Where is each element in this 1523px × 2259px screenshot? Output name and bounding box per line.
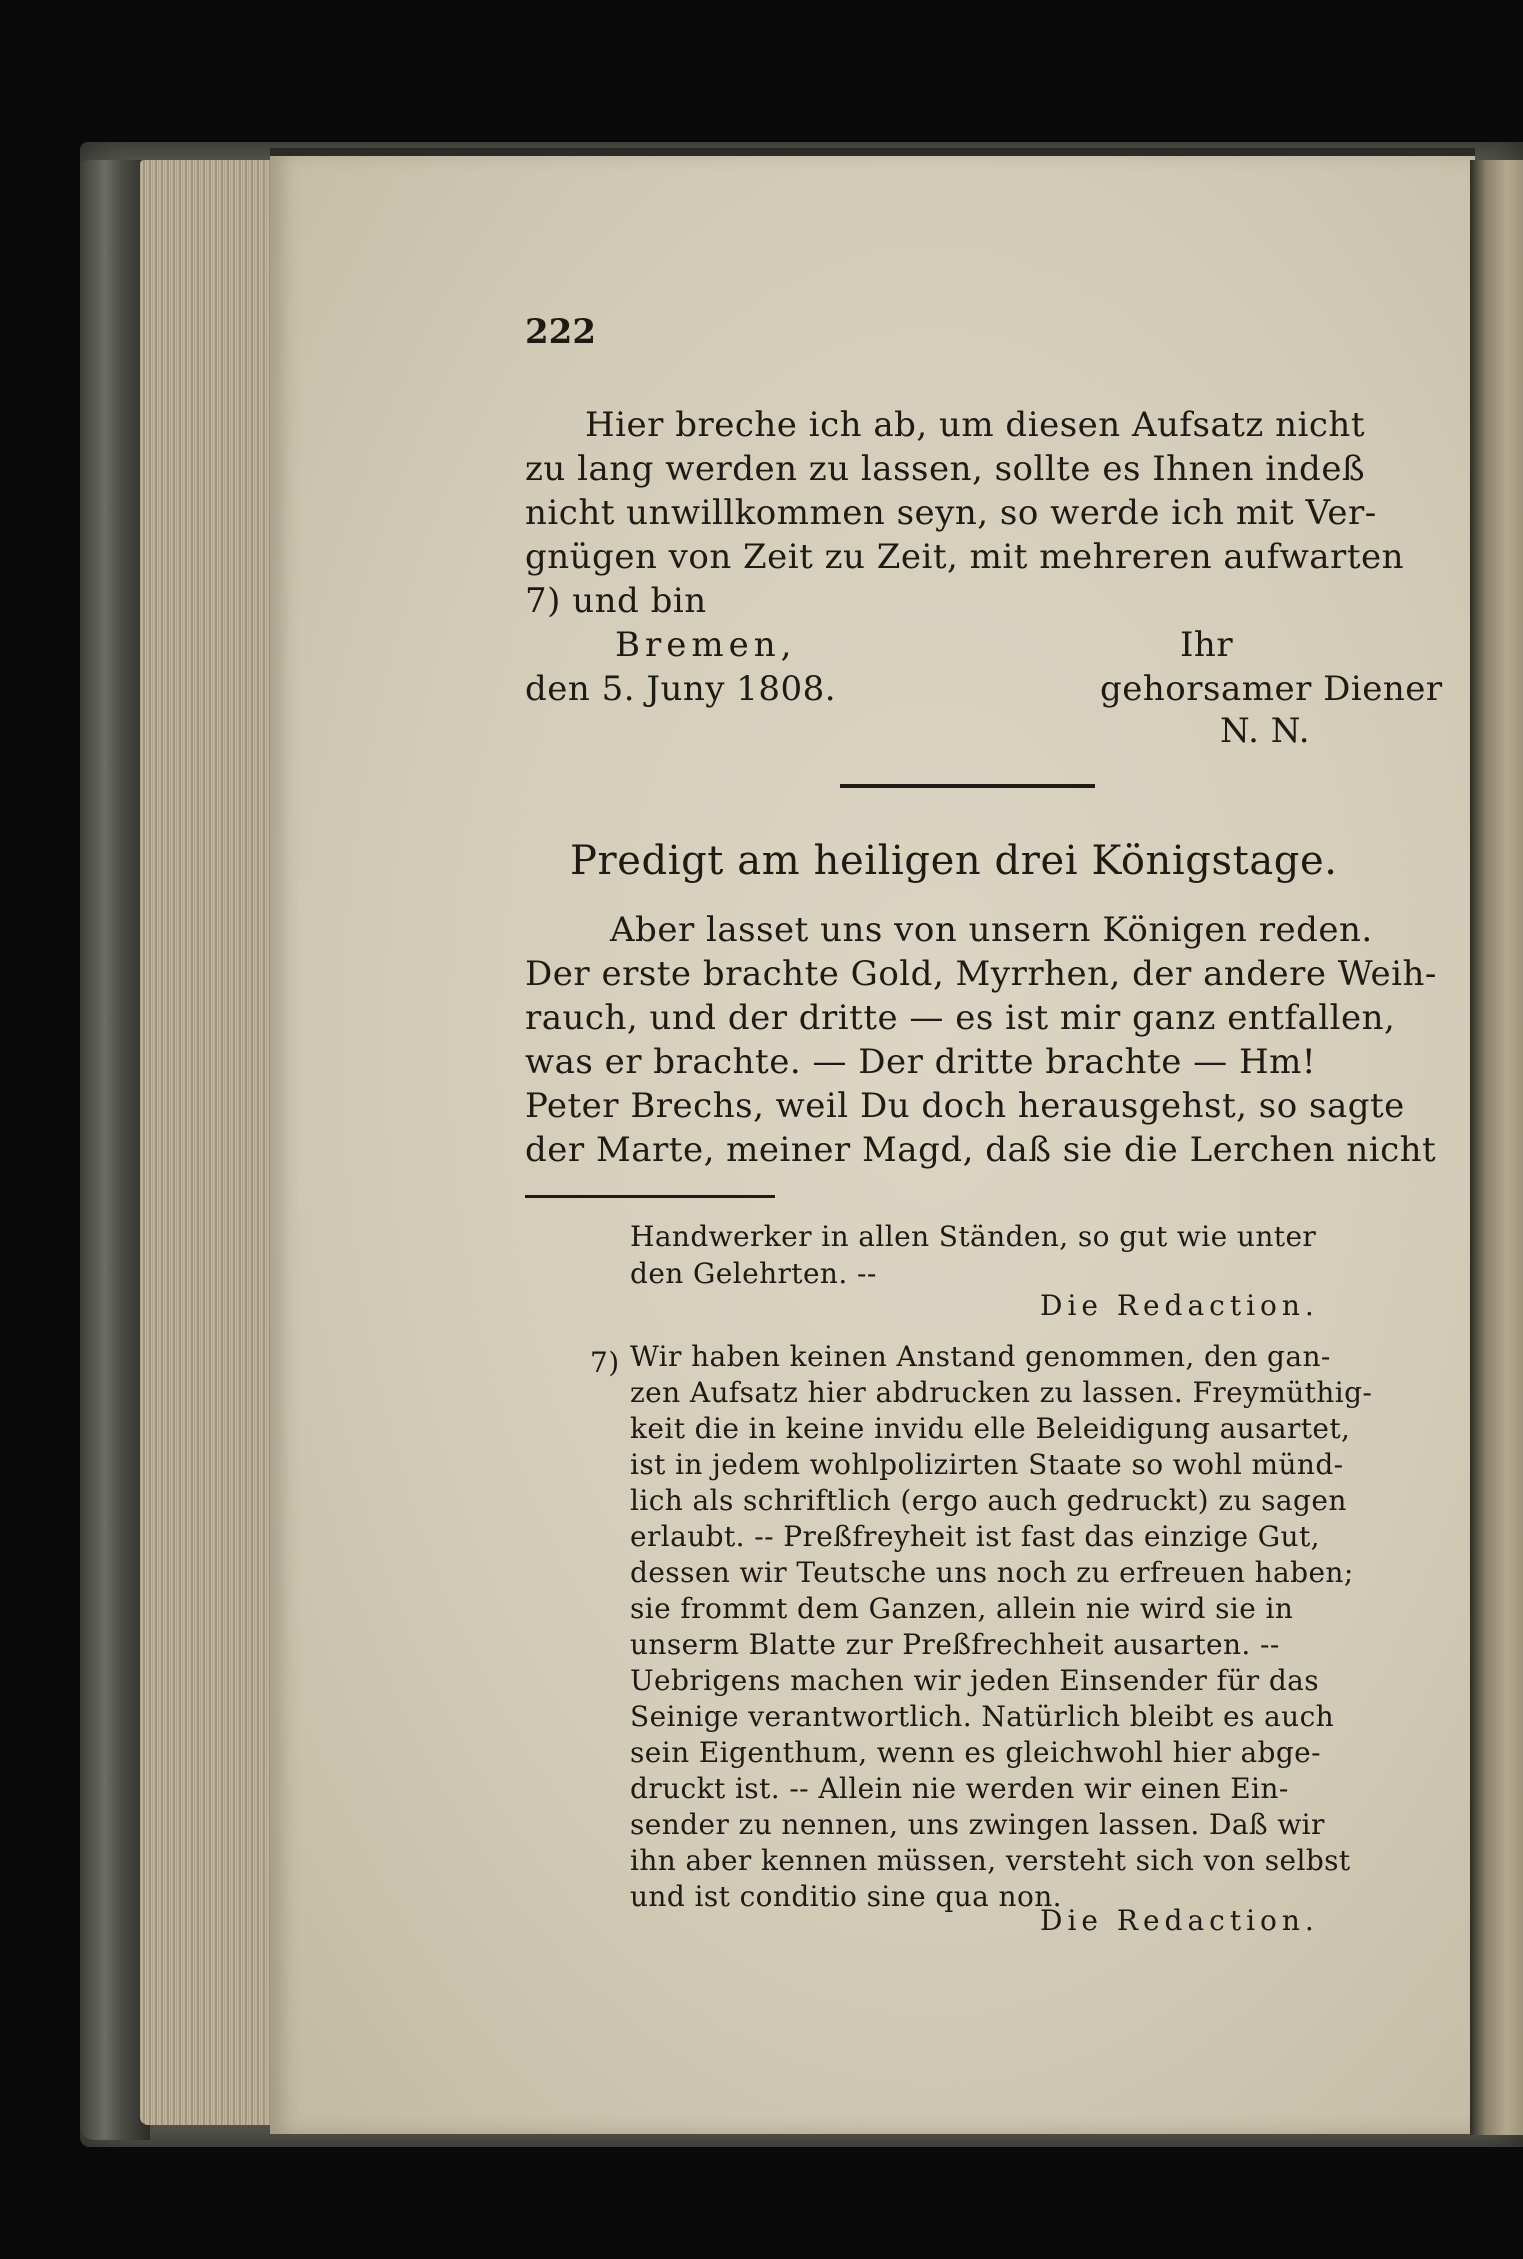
footnote-line: sie frommt dem Ganzen, allein nie wird sie in	[630, 1592, 1294, 1625]
sermon-line: Aber lasset uns von unsern Königen reden.	[610, 910, 1373, 950]
footnote-line: lich als schriftlich (ergo auch gedruckt) zu sagen	[630, 1484, 1347, 1517]
footnote-line: dessen wir Teutsche uns noch zu erfreuen haben;	[630, 1556, 1354, 1589]
footnote-line: den Gelehrten. --	[630, 1257, 877, 1290]
letter-place: Bremen,	[615, 625, 797, 665]
footnote-line: Handwerker in allen Ständen, so gut wie unter	[630, 1220, 1317, 1253]
footnote-line: sein Eigenthum, wenn es gleichwohl hier abge-	[630, 1736, 1322, 1769]
page-top-shadow	[270, 148, 1475, 156]
sermon-line: was er brachte. — Der dritte brachte — Hm!	[525, 1042, 1317, 1082]
footnote-line: Uebrigens machen wir jeden Einsender für das	[630, 1664, 1320, 1697]
sermon-line: der Marte, meiner Magd, daß sie die Lerchen nicht	[525, 1130, 1437, 1170]
footnote-line: erlaubt. -- Preßfreyheit ist fast das einzige Gut,	[630, 1520, 1320, 1553]
letter-line: zu lang werden zu lassen, sollte es Ihnen indeß	[525, 449, 1366, 489]
letter-date: den 5. Juny 1808.	[525, 669, 837, 709]
letter-closing: gehorsamer Diener	[1100, 669, 1443, 709]
footnote-line: sender zu nennen, uns zwingen lassen. Daß wir	[630, 1808, 1325, 1841]
footnote-signature: Die Redaction.	[1040, 1289, 1319, 1322]
letter-line: gnügen von Zeit zu Zeit, mit mehreren aufwarten	[525, 537, 1404, 577]
section-divider	[840, 784, 1095, 788]
footnote-line: ihn aber kennen müssen, versteht sich von selbst	[630, 1844, 1351, 1877]
letter-line: Hier breche ich ab, um diesen Aufsatz nicht	[585, 405, 1365, 445]
sermon-line: rauch, und der dritte — es ist mir ganz entfallen,	[525, 998, 1396, 1038]
letter-closing: Ihr	[1180, 625, 1234, 665]
footnote-signature: Die Redaction.	[1040, 1904, 1319, 1937]
sermon-line: Peter Brechs, weil Du doch herausgehst, so sagte	[525, 1086, 1405, 1126]
letter-line: 7) und bin	[525, 581, 707, 621]
footnote-line: und ist conditio sine qua non.	[630, 1880, 1062, 1913]
footnote-divider	[525, 1195, 775, 1198]
footnote-marker: 7)	[590, 1346, 620, 1379]
letter-line: nicht unwillkommen seyn, so werde ich mit Ver-	[525, 493, 1377, 533]
sermon-heading: Predigt am heiligen drei Königstage.	[570, 838, 1338, 884]
page-number: 222	[525, 312, 596, 352]
footnote-line: unserm Blatte zur Preßfrechheit ausarten. --	[630, 1628, 1280, 1661]
footnote-line: keit die in keine invidu elle Beleidigung ausartet,	[630, 1412, 1351, 1445]
footnote-line: Wir haben keinen Anstand genommen, den gan-	[630, 1340, 1331, 1373]
sermon-line: Der erste brachte Gold, Myrrhen, der andere Weih-	[525, 954, 1437, 994]
footnote-line: druckt ist. -- Allein nie werden wir einen Ein-	[630, 1772, 1289, 1805]
footnote-line: zen Aufsatz hier abdrucken zu lassen. Freymüthig-	[630, 1376, 1373, 1409]
letter-signature: N. N.	[1220, 711, 1311, 751]
book-gutter	[1470, 160, 1523, 2135]
page-block-edges	[140, 160, 280, 2125]
footnote-line: ist in jedem wohlpolizirten Staate so wohl münd-	[630, 1448, 1344, 1481]
footnote-line: Seinige verantwortlich. Natürlich bleibt es auch	[630, 1700, 1335, 1733]
